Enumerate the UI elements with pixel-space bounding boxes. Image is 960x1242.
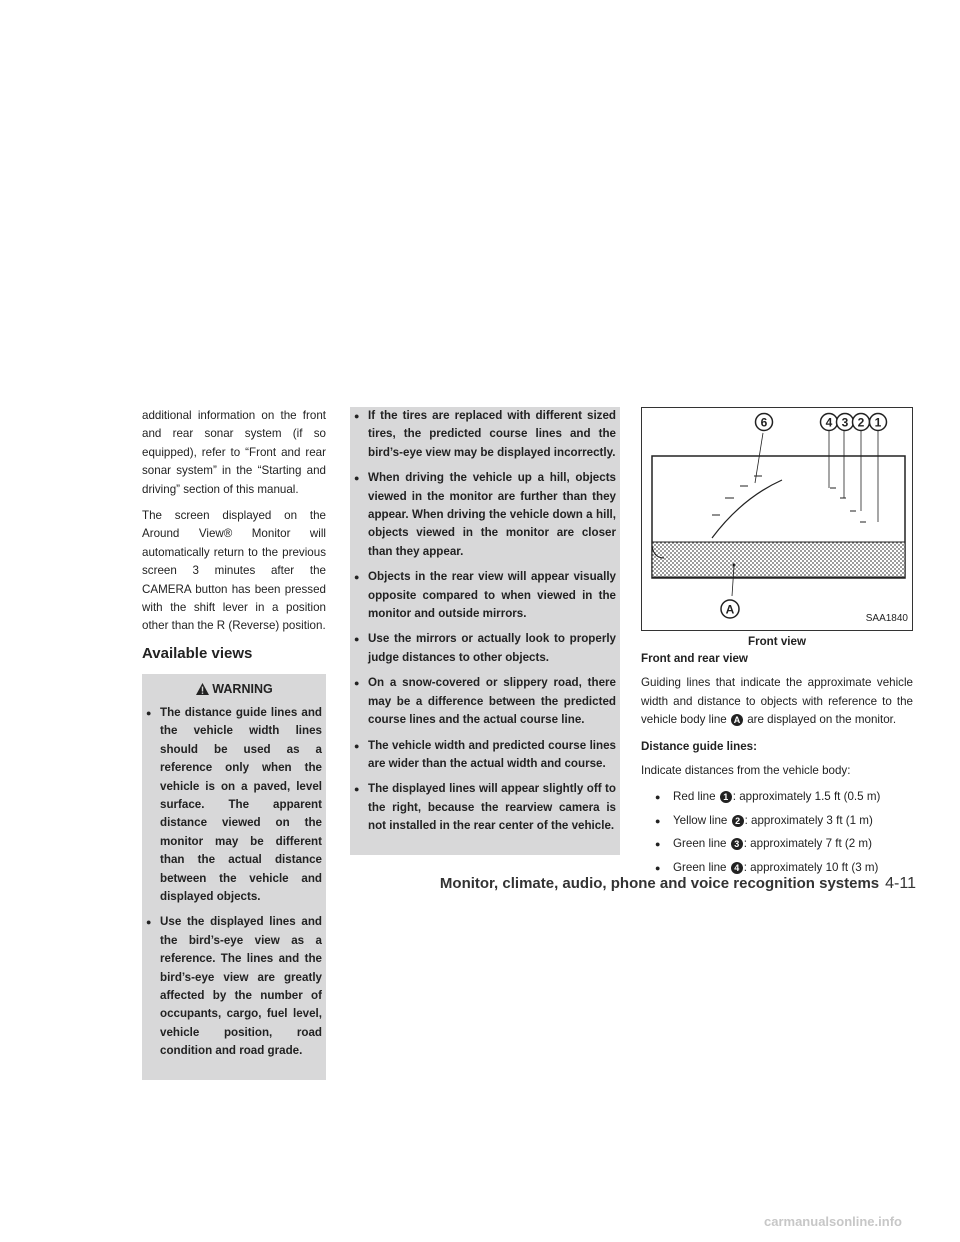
warning-item: ● On a snow-covered or slippery road, there may be a difference between the predicted course lines and the actual course line. (354, 674, 616, 729)
column-1 (142, 407, 326, 1080)
figure-caption: Front view (748, 635, 806, 648)
guide-line-label: Yellow line (673, 813, 728, 827)
warning-title (146, 680, 322, 698)
warning-item: ● When driving the vehicle up a hill, objects viewed in the monitor are further than they appear. When driving the vehicle down a hill, objects viewed in the monitor are closer than they appear. (354, 469, 616, 561)
warning-list (146, 704, 322, 1061)
guide-line-text: : approximately 10 ft (3 m) (743, 860, 879, 874)
front-view-figure (641, 407, 913, 631)
svg-text:4: 4 (825, 415, 833, 430)
callout-a (721, 600, 739, 618)
callout-2 (853, 414, 870, 431)
body-paragraph (641, 674, 913, 729)
guide-line-item (655, 812, 913, 830)
watermark: carmanualsonline.info (764, 1214, 902, 1229)
page-number: 4-11 (885, 875, 916, 892)
guide-line-item (655, 788, 913, 806)
warning-title-text: WARNING (212, 681, 273, 696)
vehicle-body-area (652, 542, 905, 577)
warning-item: ● The distance guide lines and the vehicle width lines should be used as a reference only when the vehicle is on a paved, level surface. The apparent distance viewed on the monitor may be different than the actual distance between the vehicle and displayed objects. (146, 704, 322, 906)
front-view-diagram (642, 408, 911, 629)
section-heading: Available views (142, 644, 253, 662)
distance-guide-heading: Distance guide lines: (641, 739, 757, 753)
callout-4 (821, 414, 838, 431)
guide-line-label: Red line (673, 790, 716, 804)
guide-line-text: : approximately 7 ft (2 m) (743, 837, 872, 851)
guide-line-label: Green line (673, 860, 727, 874)
footer-section-title: Monitor, climate, audio, phone and voice recognition systems (439, 875, 880, 892)
list-intro: Indicate distances from the vehicle body: (641, 764, 851, 778)
guide-line-list (641, 788, 913, 877)
svg-text:1: 1 (874, 415, 882, 430)
svg-text:3: 3 (841, 415, 849, 430)
guide-line-item (655, 835, 913, 853)
callout-3 (837, 414, 854, 431)
intro-text-end: are displayed on the monitor. (747, 713, 897, 727)
intro-text: Guiding lines that indicate the approximate vehicle width and distance to objects with reference to the vehicle body line (641, 676, 913, 727)
body-paragraph: The screen displayed on the Around View® Monitor will automatically return to the previous screen 3 minutes after the CAMERA button has been pressed with the shift lever in a position other than the R (Reverse) position. (142, 509, 326, 633)
column-2 (350, 407, 620, 855)
callout-1 (870, 414, 887, 431)
svg-text:A: A (725, 602, 735, 617)
warning-box (142, 674, 326, 1080)
warning-item: ● If the tires are replaced with different sized tires, the predicted course lines and the bird’s-eye view may be displayed incorrectly. (354, 407, 616, 462)
figure-code: SAA1840 (865, 612, 908, 624)
predicted-course-line (712, 480, 782, 538)
guide-line-label: Green line (673, 837, 727, 851)
subsection-heading: Front and rear view (641, 652, 748, 665)
warning-box-continued (350, 407, 620, 855)
warning-item: ● Objects in the rear view will appear visually opposite compared to when viewed in the monitor and outside mirrors. (354, 568, 616, 623)
warning-item: ● The vehicle width and predicted course lines are wider than the actual width and course. (354, 737, 616, 774)
svg-text:6: 6 (760, 415, 768, 430)
marker-2-icon: 2 (732, 815, 744, 827)
body-paragraph: additional information on the front and rear sonar system (if so equipped), refer to “Front and rear sonar system” in the “Starting and driving” section of this manual. (142, 409, 326, 496)
warning-item: ● Use the displayed lines and the bird’s-eye view as a reference. The lines and the bird’s-eye view are greatly affected by the number of occupants, cargo, fuel level, vehicle position, road condition and road grade. (146, 913, 322, 1060)
guide-line-text: : approximately 1.5 ft (0.5 m) (732, 790, 881, 804)
column-3 (641, 407, 913, 882)
warning-list (354, 407, 616, 836)
guide-line-text: : approximately 3 ft (1 m) (744, 813, 873, 827)
warning-icon (195, 682, 210, 696)
warning-item: ● Use the mirrors or actually look to properly judge distances to other objects. (354, 630, 616, 667)
page-footer (440, 875, 916, 893)
marker-3-icon: 3 (731, 838, 743, 850)
svg-text:2: 2 (857, 415, 865, 430)
warning-item: ● The displayed lines will appear slightly off to the right, because the rearview camera is not installed in the rear center of the vehicle. (354, 780, 616, 835)
marker-a-icon: A (731, 714, 743, 726)
callout-6 (756, 414, 773, 431)
marker-4-icon: 4 (731, 862, 743, 874)
marker-1-icon: 1 (720, 791, 732, 803)
